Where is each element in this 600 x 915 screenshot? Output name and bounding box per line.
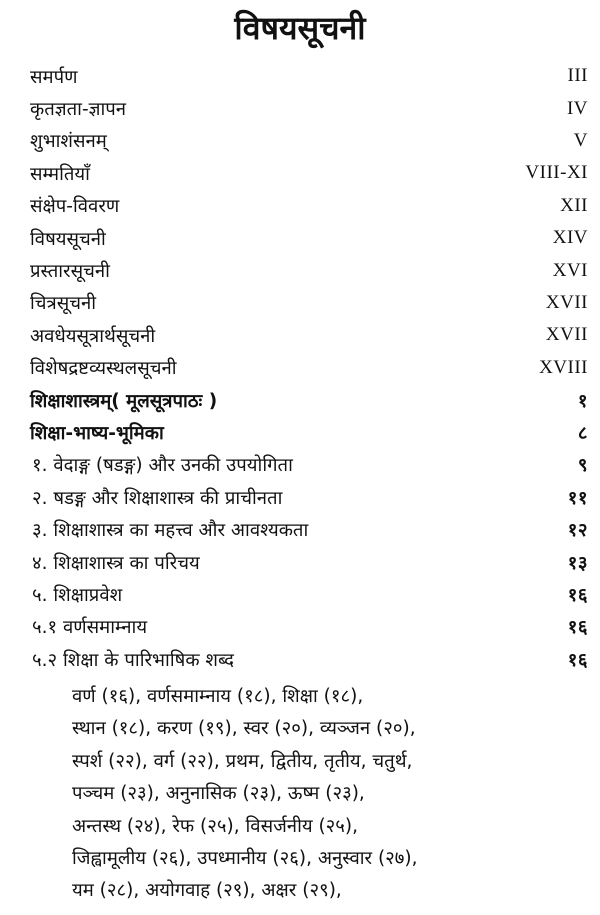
toc-entry-page: XVI <box>552 259 588 281</box>
toc-entry <box>30 190 588 222</box>
toc-entry-page: १६ <box>567 584 588 606</box>
terms-line: स्पर्श (२२), वर्ग (२२), प्रथम, द्वितीय, तृतीय, चतुर्थ, <box>72 750 413 772</box>
terms-line: अन्तस्थ (२४), रेफ (२५), विसर्जनीय (२५), <box>72 815 359 837</box>
toc-entry-page: IV <box>566 97 588 119</box>
toc-entry-page: XVII <box>545 324 588 346</box>
toc-entry-label: समर्पण <box>30 66 78 88</box>
toc-entry <box>30 125 588 157</box>
terms-line: वर्ण (१६), वर्णसमाम्नाय (१८), शिक्षा (१८), <box>72 686 364 707</box>
toc-entry-page: १३ <box>567 552 588 574</box>
toc-entry-label: कृतज्ञता-ज्ञापन <box>30 99 127 121</box>
toc-entry <box>30 92 588 124</box>
toc-entry <box>30 287 588 319</box>
page-title: विषयसूचनी <box>234 9 366 47</box>
toc-entry <box>30 643 588 675</box>
toc-entry-label: ५.२ शिक्षा के पारिभाषिक शब्द <box>32 649 234 671</box>
toc-entry-page: ८ <box>577 422 588 444</box>
toc-entry-label: सम्मतियाँ <box>30 163 90 185</box>
toc-entry-label: प्रस्तारसूचनी <box>30 261 110 283</box>
terms-line: यम (२८), अयोगवाह (२९), अक्षर (२९), <box>72 880 342 902</box>
toc-entry <box>30 60 588 92</box>
terms-line: स्थान (१८), करण (१९), स्वर (२०), व्यञ्जन (२०), <box>72 718 416 740</box>
toc-entry <box>30 449 588 481</box>
toc-entry-page: XIV <box>552 227 588 249</box>
toc-entry-label: ३. शिक्षाशास्त्र का महत्त्व और आवश्यकता <box>32 520 309 542</box>
toc-entry-label: ५. शिक्षाप्रवेश <box>32 584 123 606</box>
toc-entry <box>30 384 588 416</box>
toc-entry <box>30 481 588 513</box>
toc-entry-page: XVIII <box>539 356 588 378</box>
toc-entry <box>30 319 588 351</box>
toc-entry <box>30 416 588 448</box>
toc-list <box>30 60 588 675</box>
toc-entry-label: शिक्षा-भाष्य-भूमिका <box>30 422 164 444</box>
toc-entry-page: १ <box>577 390 588 412</box>
toc-entry <box>30 222 588 254</box>
terms-line: जिह्वामूलीय (२६), उपध्मानीय (२६), अनुस्वार (२७), <box>72 847 418 869</box>
toc-entry-page: V <box>573 129 588 151</box>
toc-entry <box>30 352 588 384</box>
toc-entry <box>30 546 588 578</box>
toc-entry-page: XII <box>560 194 588 216</box>
toc-entry-label: २. षडङ्ग और शिक्षाशास्त्र की प्राचीनता <box>32 487 283 509</box>
toc-entry-page: VIII-XI <box>525 162 588 184</box>
toc-entry <box>30 513 588 545</box>
toc-entry-label: १. वेदाङ्ग (षडङ्ग) और उनकी उपयोगिता <box>32 455 293 477</box>
toc-entry <box>30 157 588 189</box>
toc-entry-label: विशेषद्रष्टव्यस्थलसूचनी <box>30 358 177 380</box>
toc-entry-page: १६ <box>567 617 588 639</box>
toc-entry-label: ४. शिक्षाशास्त्र का परिचय <box>32 552 200 574</box>
toc-entry-label: अवधेयसूत्रार्थसूचनी <box>30 325 156 347</box>
toc-entry <box>30 611 588 643</box>
toc-entry-page: ११ <box>567 487 588 509</box>
toc-entry-label: चित्रसूचनी <box>30 293 97 315</box>
toc-entry-label: ५.१ वर्णसमाम्नाय <box>32 617 148 639</box>
toc-entry-label: शिक्षाशास्त्रम्( मूलसूत्रपाठः ) <box>30 390 218 412</box>
terms-line: पञ्चम (२३), अनुनासिक (२३), ऊष्म (२३), <box>72 783 365 805</box>
toc-entry-page: XVII <box>545 291 588 313</box>
toc-entry-label: विषयसूचनी <box>30 228 106 250</box>
toc-entry-label: शुभाशंसनम् <box>30 131 107 153</box>
toc-entry <box>30 578 588 610</box>
toc-entry-label: संक्षेप-विवरण <box>30 196 120 218</box>
technical-terms-list <box>72 681 592 908</box>
toc-entry-page: १२ <box>567 520 588 542</box>
toc-entry-page: III <box>567 65 588 87</box>
toc-entry <box>30 254 588 286</box>
toc-entry-page: १६ <box>567 649 588 671</box>
toc-entry-page: ९ <box>577 455 588 477</box>
